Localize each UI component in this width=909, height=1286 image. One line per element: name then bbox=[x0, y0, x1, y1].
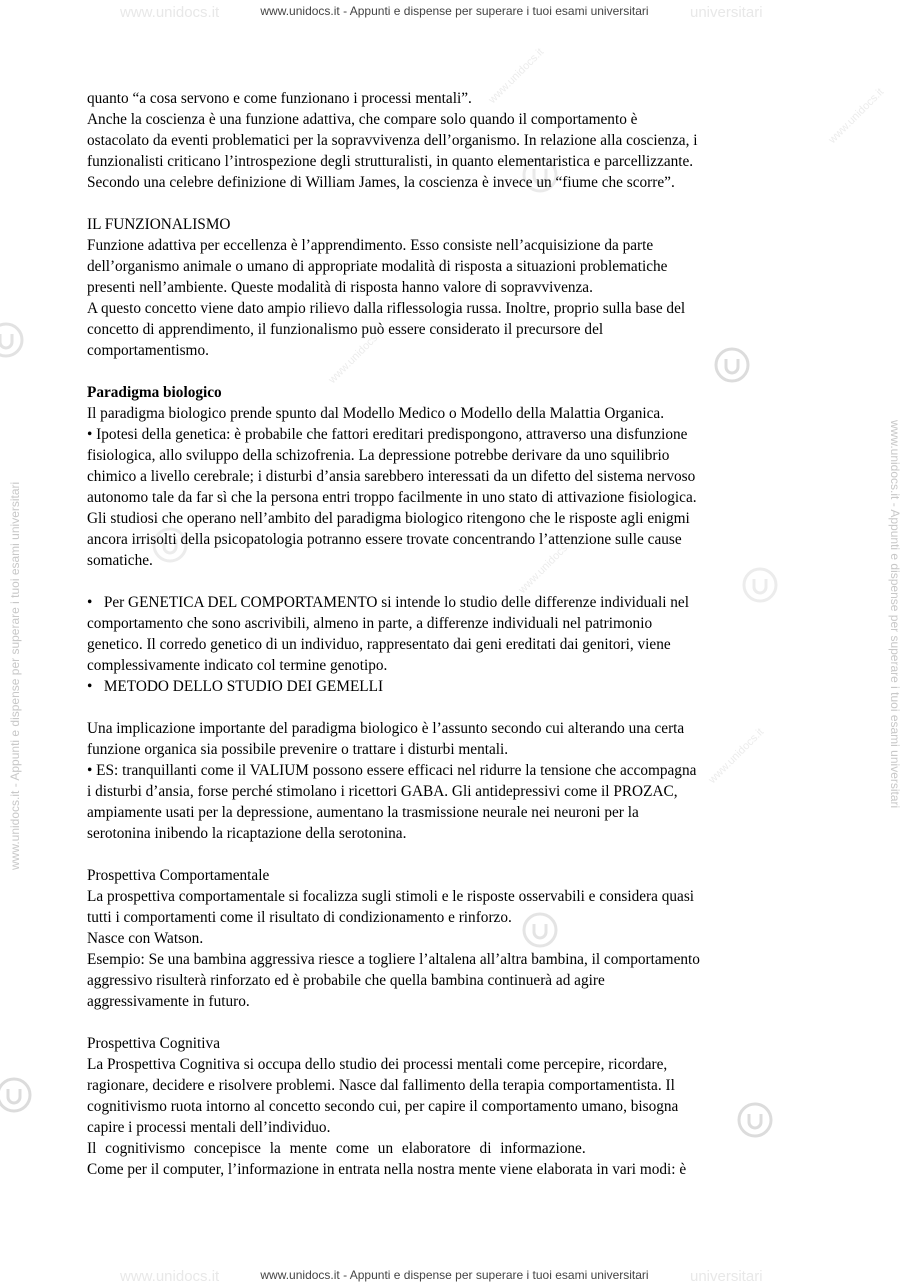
text-line: aggressivo risulterà rinforzato ed è probabile che quella bambina continuerà ad agire bbox=[87, 972, 605, 989]
text-line: serotonina inibendo la ricaptazione della serotonina. bbox=[87, 825, 407, 842]
text-line: complessivamente indicato col termine genotipo. bbox=[87, 657, 388, 674]
watermark-footer: www.unidocs.it - Appunti e dispense per superare i tuoi esami universitari bbox=[260, 1268, 649, 1282]
text-line: Come per il computer, l’informazione in entrata nella nostra mente viene elaborata in vari modi: è bbox=[87, 1161, 687, 1178]
text-line: capire i processi mentali dell’individuo. bbox=[87, 1119, 331, 1136]
watermark-diagonal: www.unidocs.it bbox=[826, 86, 887, 146]
text-line: comportamento che sono ascrivibili, almeno in parte, a differenze individuali nel patrimonio bbox=[87, 615, 653, 632]
blank-line bbox=[87, 1012, 827, 1033]
document-body bbox=[87, 88, 827, 1180]
text-line: Secondo una celebre definizione di William James, la coscienza è invece un “fiume che scorre”. bbox=[87, 174, 675, 191]
text-line: funzione organica sia possibile prevenire o trattare i disturbi mentali. bbox=[87, 741, 509, 758]
watermark-logo-icon bbox=[0, 1075, 34, 1115]
bullet-item: • Per GENETICA DEL COMPORTAMENTO si intende lo studio delle differenze individuali nel bbox=[87, 594, 689, 611]
watermark-ghost-site-bottom: www.unidocs.it bbox=[120, 1268, 220, 1285]
watermark-diagonal: www.unidocs.it bbox=[486, 46, 547, 106]
text-line: ampiamente usati per la depressione, aumentano la trasmissione neurale nei neuroni per la bbox=[87, 804, 639, 821]
text-line: tutti i comportamenti come il risultato di condizionamento e rinforzo. bbox=[87, 909, 512, 926]
text-line: chimico a livello cerebrale; i disturbi d’ansia sarebbero interessati da un difetto del sistema nervoso bbox=[87, 468, 696, 485]
watermark-diagonal: www.unidocs.it bbox=[516, 536, 577, 596]
text-line: Gli studiosi che operano nell’ambito del paradigma biologico ritengono che le risposte agli enigmi bbox=[87, 510, 690, 527]
text-line: Il cognitivismo concepisce la mente come un elaboratore di informazione. bbox=[87, 1140, 586, 1157]
text-line: Una implicazione importante del paradigma biologico è l’assunto secondo cui alterando una certa bbox=[87, 720, 685, 737]
text-line: fisiologica, allo sviluppo della schizofrenia. La depressione potrebbe derivare da uno squilibrio bbox=[87, 447, 670, 464]
text-line: presenti nell’ambiente. Queste modalità di risposta hanno valore di sopravvivenza. bbox=[87, 279, 593, 296]
text-line: comportamentismo. bbox=[87, 342, 209, 359]
text-line: Il paradigma biologico prende spunto dal Modello Medico o Modello della Malattia Organica. bbox=[87, 405, 665, 422]
text-line: genetico. Il corredo genetico di un individuo, rappresentato dai geni ereditati dai genitori, viene bbox=[87, 636, 671, 653]
watermark-diagonal: www.unidocs.it bbox=[326, 326, 387, 386]
text-line: aggressivamente in futuro. bbox=[87, 993, 250, 1010]
text-line: Nasce con Watson. bbox=[87, 930, 204, 947]
bullet-item: • METODO DELLO STUDIO DEI GEMELLI bbox=[87, 678, 384, 695]
section-heading-paradigma-biologico: Paradigma biologico bbox=[87, 384, 222, 401]
blank-line bbox=[87, 361, 827, 382]
text-line: • Ipotesi della genetica: è probabile che fattori ereditari predispongono, attraverso una disfunzione bbox=[87, 426, 688, 443]
blank-line bbox=[87, 193, 827, 214]
watermark-diagonal: www.unidocs.it bbox=[706, 726, 767, 786]
section-heading-prospettiva-cognitiva: Prospettiva Cognitiva bbox=[87, 1035, 220, 1052]
text-line: Anche la coscienza è una funzione adattiva, che compare solo quando il comportamento è bbox=[87, 111, 638, 128]
text-line: cognitivismo ruota intorno al concetto secondo cui, per capire il comportamento umano, bisogna bbox=[87, 1098, 679, 1115]
watermark-logo-icon bbox=[0, 320, 26, 360]
text-line: ragionare, decidere e risolvere problemi. Nasce dal fallimento della terapia comportamentista. Il bbox=[87, 1077, 675, 1094]
text-line: ancora irrisolti della psicopatologia potranno essere trovate concentrando l’attenzione sulle cause bbox=[87, 531, 682, 548]
text-line: somatiche. bbox=[87, 552, 153, 569]
text-line: concetto di apprendimento, il funzionalismo può essere considerato il precursore del bbox=[87, 321, 604, 338]
text-line: • ES: tranquillanti come il VALIUM possono essere efficaci nel ridurre la tensione che accompagna bbox=[87, 762, 697, 779]
blank-line bbox=[87, 844, 827, 865]
text-line: funzionalisti criticano l’introspezione degli strutturalisti, in quanto elementaristica e parcellizzante. bbox=[87, 153, 694, 170]
blank-line bbox=[87, 571, 827, 592]
text-line: Esempio: Se una bambina aggressiva riesce a togliere l’altalena all’altra bambina, il comportamento bbox=[87, 951, 700, 968]
watermark-header: www.unidocs.it - Appunti e dispense per superare i tuoi esami universitari bbox=[260, 4, 649, 18]
text-line: quanto “a cosa servono e come funzionano i processi mentali”. bbox=[87, 90, 472, 107]
watermark-ghost-word-top: universitari bbox=[690, 4, 763, 21]
text-line: autonomo tale da far sì che la persona entri troppo facilmente in uno stato di attivazione fisiologica. bbox=[87, 489, 697, 506]
text-line: dell’organismo animale o umano di appropriate modalità di risposta a situazioni problematiche bbox=[87, 258, 668, 275]
blank-line bbox=[87, 697, 827, 718]
watermark-ghost-word-bottom: universitari bbox=[690, 1268, 763, 1285]
text-line: Funzione adattiva per eccellenza è l’apprendimento. Esso consiste nell’acquisizione da parte bbox=[87, 237, 654, 254]
text-line: i disturbi d’ansia, forse perché stimolano i ricettori GABA. Gli antidepressivi come il PROZAC, bbox=[87, 783, 678, 800]
watermark-ghost-site-top: www.unidocs.it bbox=[120, 4, 220, 21]
text-line: La prospettiva comportamentale si focalizza sugli stimoli e le risposte osservabili e considera quasi bbox=[87, 888, 695, 905]
watermark-side-left: www.unidocs.it - Appunti e dispense per superare i tuoi esami universitari bbox=[8, 481, 22, 870]
text-line: A questo concetto viene dato ampio rilievo dalla riflessologia russa. Inoltre, proprio sulla base del bbox=[87, 300, 686, 317]
watermark-side-right: www.unidocs.it - Appunti e dispense per superare i tuoi esami universitari bbox=[888, 420, 902, 809]
text-line: ostacolato da eventi problematici per la sopravvivenza dell’organismo. In relazione alla coscienza, i bbox=[87, 132, 698, 149]
section-heading-funzionalismo: IL FUNZIONALISMO bbox=[87, 216, 231, 233]
section-heading-prospettiva-comportamentale: Prospettiva Comportamentale bbox=[87, 867, 270, 884]
text-line: La Prospettiva Cognitiva si occupa dello studio dei processi mentali come percepire, ricordare, bbox=[87, 1056, 668, 1073]
